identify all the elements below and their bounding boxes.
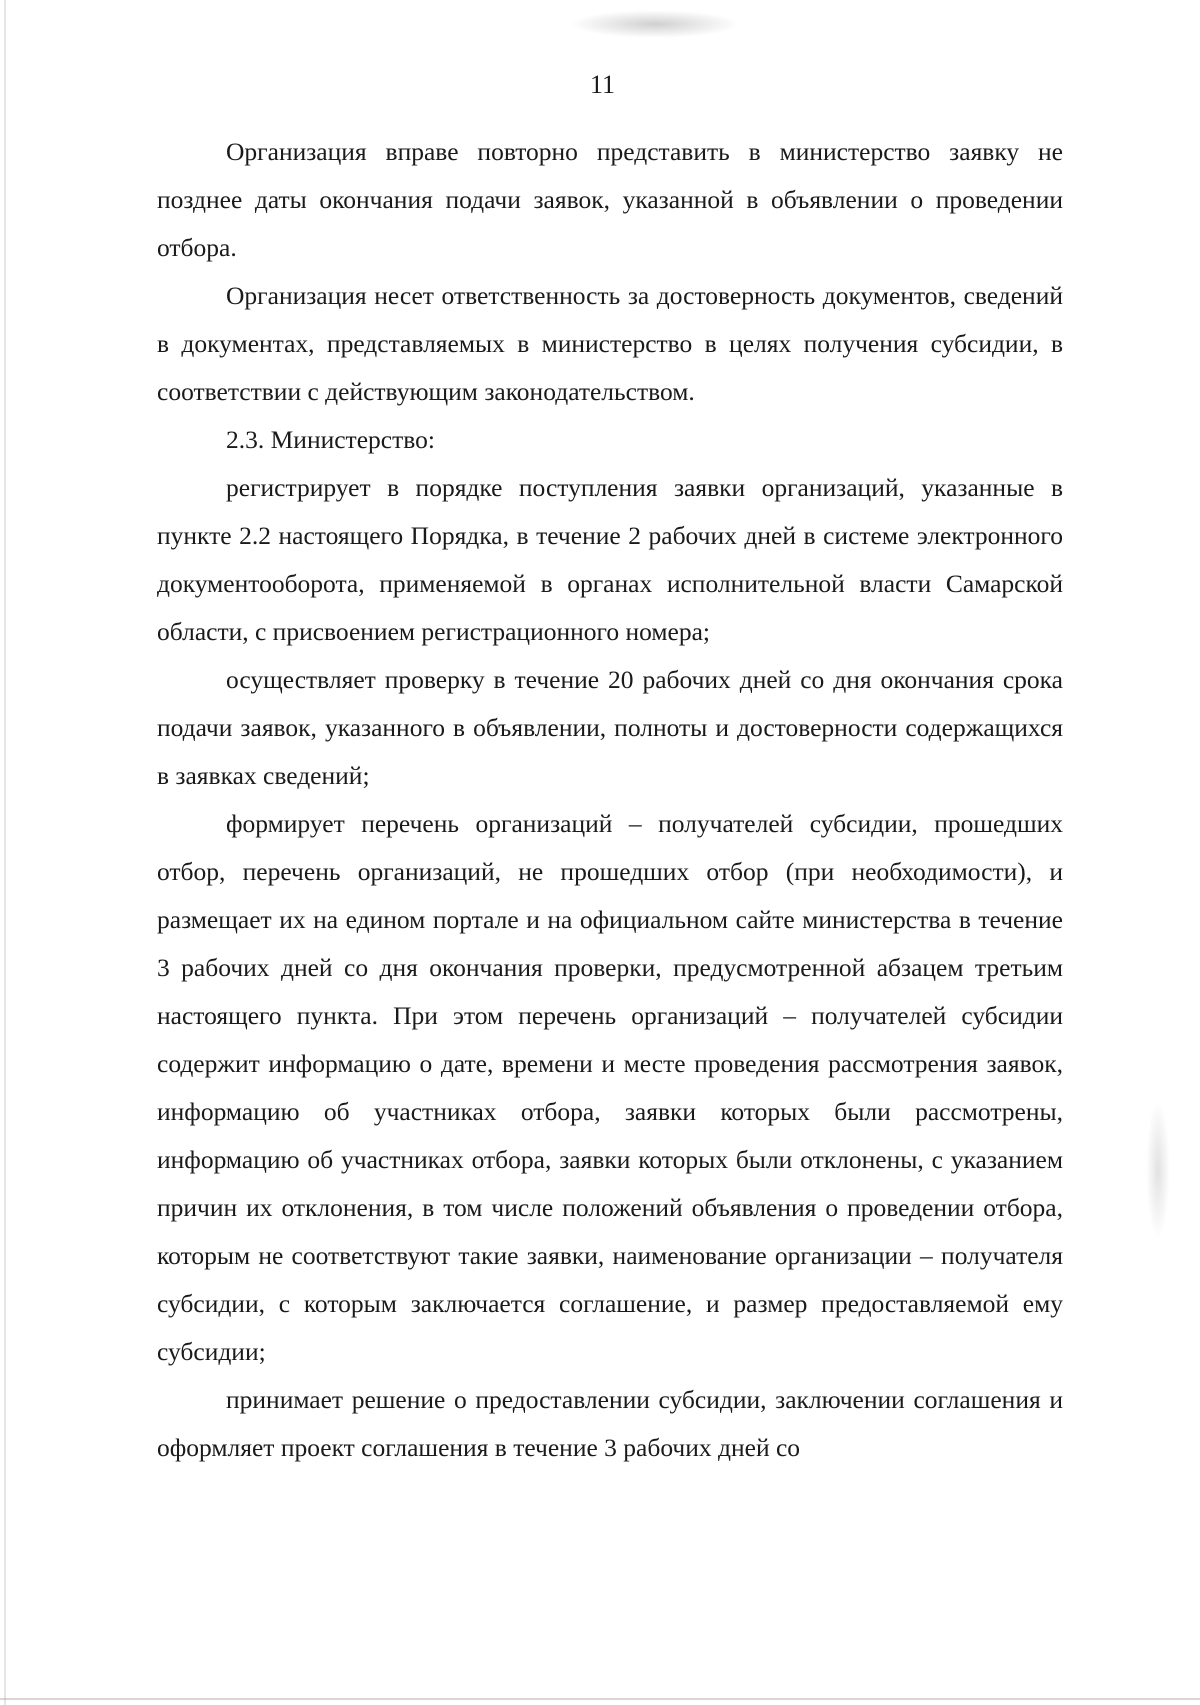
scan-artifact-bottom-edge	[0, 1698, 1200, 1700]
paragraph-registration: регистрирует в порядке поступления заявки организаций, указанные в пункте 2.2 настоящего Порядка, в течение 2 рабочих дней в системе электронного документооборота, применяемой в органах исполнительной власти Самарской области, с присвоением регистрационного номера;	[157, 473, 1063, 646]
paragraph-responsibility: Организация несет ответственность за достоверность документов, сведений в документах, представляемых в министерство в целях получения субсидии, в соответствии с действующим законодательством.	[157, 281, 1063, 406]
paragraph-recipient-list: формирует перечень организаций – получателей субсидии, прошедших отбор, перечень организаций, не прошедших отбор (при необходимости), и размещает их на едином портале и на официальном сайте министерства в течение 3 рабочих дней со дня окончания проверки, предусмотренной абзацем третьим настоящего пункта. При этом перечень организаций – получателей субсидии содержит информацию о дате, времени и месте проведения рассмотрения заявок, информацию об участниках отбора, заявки которых были рассмотрены, информацию об участниках отбора, заявки которых были отклонены, с указанием причин их отклонения, в том числе положений объявления о проведении отбора, которым не соответствуют такие заявки, наименование организации – получателя субсидии, с которым заключается соглашение, и размер предоставляемой ему субсидии;	[157, 809, 1063, 1366]
paragraph-decision: принимает решение о предоставлении субсидии, заключении соглашения и оформляет проект соглашения в течение 3 рабочих дней со	[157, 1385, 1063, 1462]
paragraph-verification: осуществляет проверку в течение 20 рабочих дней со дня окончания срока подачи заявок, указанного в объявлении, полноты и достоверности содержащихся в заявках сведений;	[157, 665, 1063, 790]
scan-artifact-right	[1146, 1100, 1170, 1240]
document-body	[157, 128, 1063, 1472]
scan-artifact-top	[570, 10, 740, 38]
scan-artifact-left-edge	[4, 0, 6, 1705]
paragraph-resubmission: Организация вправе повторно представить в министерство заявку не позднее даты окончания подачи заявок, указанной в объявлении о проведении отбора.	[157, 137, 1063, 262]
page-number: 11	[590, 70, 616, 99]
paragraph-section-heading: 2.3. Министерство:	[226, 425, 435, 454]
